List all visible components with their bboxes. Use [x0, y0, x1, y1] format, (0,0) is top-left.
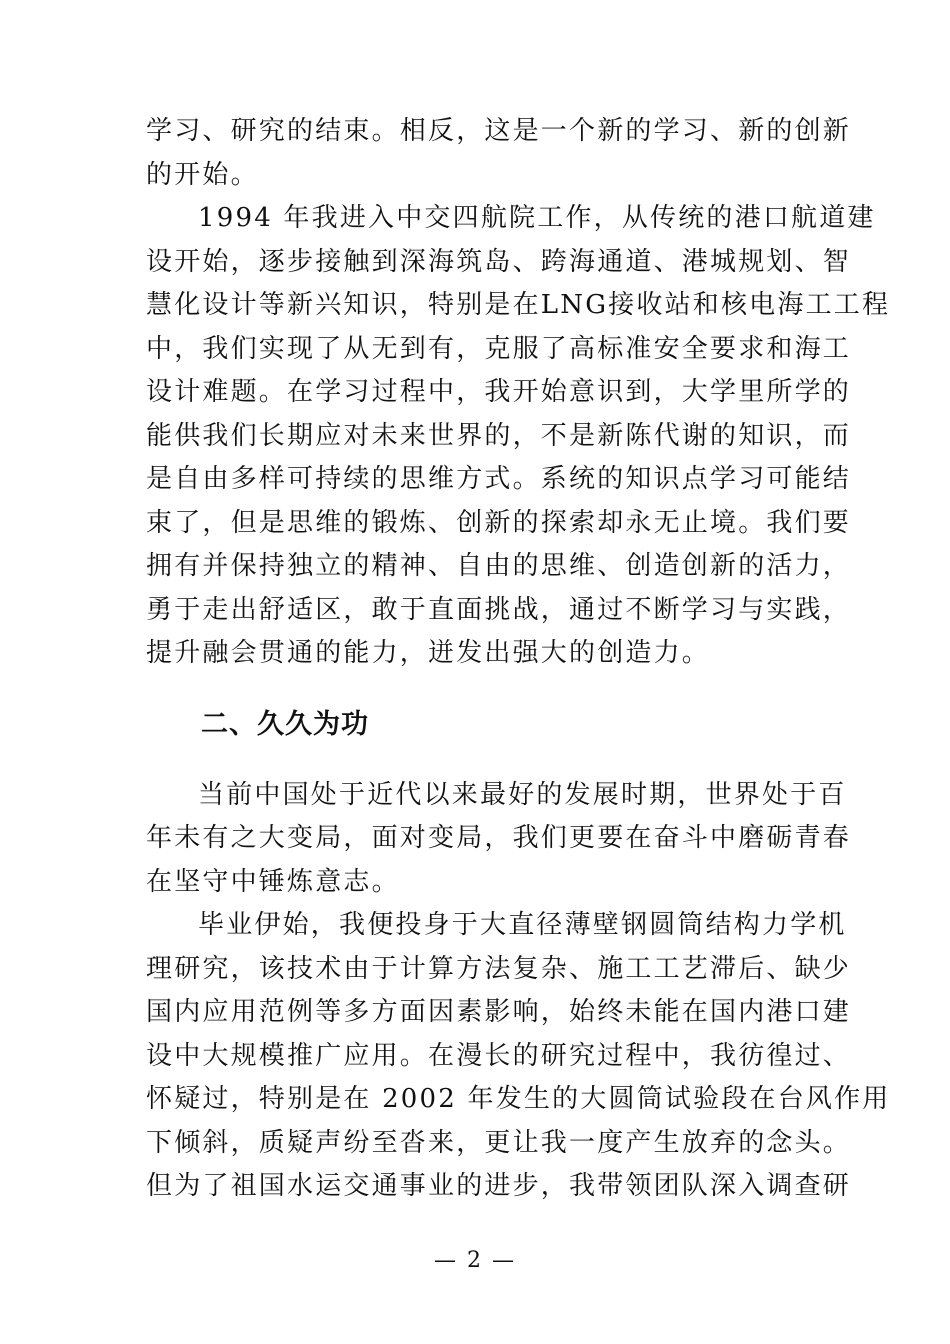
- text-line: 国内应用范例等多方面因素影响，始终未能在国内港口建: [146, 997, 852, 1027]
- text-line: 束了，但是思维的锻炼、创新的探索却永无止境。我们要: [146, 507, 852, 538]
- text-line: 理研究，该技术由于计算方法复杂、施工工艺滞后、缺少: [146, 953, 852, 984]
- text-line: 的开始。: [146, 159, 259, 190]
- text-line: 下倾斜，质疑声纷至沓来，更让我一度产生放弃的念头。: [146, 1127, 852, 1158]
- document-body: [146, 110, 891, 1209]
- section-after: [146, 774, 891, 1209]
- text-line: 学习、研究的结束。相反，这是一个新的学习、新的创新: [146, 116, 852, 146]
- text-line: 1994 年我进入中交四航院工作，从传统的港口航道建: [198, 203, 876, 233]
- section-heading: 二、久久为功: [201, 708, 369, 740]
- text-line: 能供我们长期应对未来世界的，不是新陈代谢的知识，而: [146, 420, 852, 451]
- text-line: 慧化设计等新兴知识，特别是在LNG接收站和核电海工工程: [146, 290, 891, 320]
- paragraph: [146, 110, 852, 197]
- text-line: 是自由多样可持续的思维方式。系统的知识点学习可能结: [146, 464, 852, 494]
- text-line: 拥有并保持独立的精神、自由的思维、创造创新的活力，: [146, 551, 852, 581]
- text-line: 设中大规模推广应用。在漫长的研究过程中，我彷徨过、: [146, 1040, 852, 1071]
- text-line: 当前中国处于近代以来最好的发展时期，世界处于百: [198, 779, 847, 810]
- text-line: 在坚守中锤炼意志。: [146, 866, 400, 897]
- text-line: 但为了祖国水运交通事业的进步，我带领团队深入调查研: [146, 1171, 852, 1201]
- text-line: 设计难题。在学习过程中，我开始意识到，大学里所学的: [146, 377, 852, 407]
- paragraph: [146, 774, 852, 905]
- text-line: 毕业伊始，我便投身于大直径薄壁钢圆筒结构力学机: [198, 910, 847, 940]
- section-before: [146, 110, 891, 676]
- text-line: 提升融会贯通的能力，迸发出强大的创造力。: [146, 638, 711, 668]
- text-line: 怀疑过，特别是在 2002 年发生的大圆筒试验段在台风作用: [146, 1084, 891, 1114]
- page-number: — 2 —: [434, 1248, 516, 1273]
- paragraph: [146, 904, 891, 1209]
- text-line: 勇于走出舒适区，敢于直面挑战，通过不断学习与实践，: [146, 594, 852, 625]
- text-line: 设开始，逐步接触到深海筑岛、跨海通道、港城规划、智: [146, 246, 852, 277]
- text-line: 中，我们实现了从无到有，克服了高标准安全要求和海工: [146, 333, 852, 364]
- paragraph: [146, 197, 891, 676]
- text-line: 年未有之大变局，面对变局，我们更要在奋斗中磨砺青春: [146, 823, 852, 853]
